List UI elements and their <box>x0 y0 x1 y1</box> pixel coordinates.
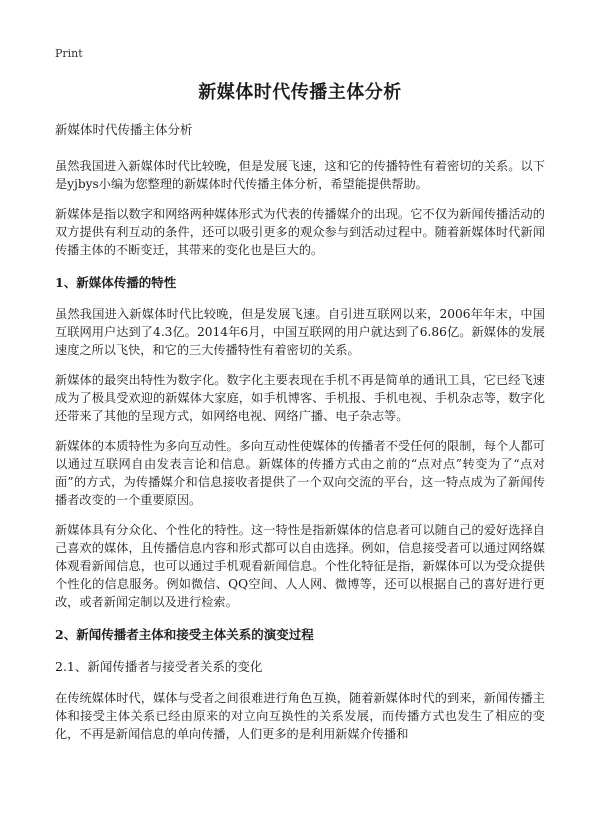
doc-subtitle: 新媒体时代传播主体分析 <box>55 122 193 137</box>
section-1-paragraph-1: 虽然我国进入新媒体时代比较晚，但是发展飞速。自引进互联网以来，2006年年末，中国互联网用户达到了4.3亿。2014年6月，中国互联网的用户就达到了6.86亿。新媒体的发展速度之所以飞快，和它的三大传播特性有着密切的关系。 <box>55 307 545 357</box>
section-2-paragraph-1: 在传统媒体时代，媒体与受者之间很难进行角色互换，随着新媒体时代的到来，新闻传播主体和接受主体关系已经由原来的对立向互换性的关系发展，而传播方式也发生了相应的变化，不再是新闻信息的单向传播，人们更多的是利用新媒介传播和 <box>55 691 545 741</box>
section-1-paragraph-2: 新媒体的最突出特性为数字化。数字化主要表现在手机不再是简单的通讯工具，它已经飞速成为了极具受欢迎的新媒体大家庭，如手机博客、手机报、手机电视、手机杂志等，数字化还带来了其他的呈现方式，如网络电视、网络广播、电子杂志等。 <box>55 373 545 423</box>
section-2-1-heading: 2.1、新闻传播者与接受者关系的变化 <box>55 659 263 674</box>
page-title: 新媒体时代传播主体分析 <box>198 82 402 103</box>
section-1-paragraph-3: 新媒体的本质特性为多向互动性。多向互动性使媒体的传播者不受任何的限制，每个人都可以通过互联网自由发表言论和信息。新媒体的传播方式由之前的“点对点”转变为了“点对面”的方式，为传播媒介和信息接收者提供了一个双向交流的平台，这一特点成为了新闻传播者改变的一个重要原因。 <box>55 439 545 507</box>
document-body <box>55 120 545 755</box>
section-1-paragraph-4: 新媒体具有分众化、个性化的特性。这一特性是指新媒体的信息者可以随自己的爱好选择自己喜欢的媒体，且传播信息内容和形式都可以自由选择。例如，信息接受者可以通过网络媒体观看新闻信息，也可以通过手机观看新闻信息。个性化特征是指，新媒体可以为受众提供个性化的信息服务。例如微信、QQ空间、人人网、微博等，还可以根据自己的喜好进行更改，或者新闻定制以及进行检索。 <box>55 523 545 609</box>
intro-paragraph-1: 虽然我国进入新媒体时代比较晚，但是发展飞速，这和它的传播特性有着密切的关系。以下是yjbys小编为您整理的新媒体时代传播主体分析，希望能提供帮助。 <box>55 159 545 191</box>
section-2-heading: 2、新闻传播者主体和接受主体关系的演变过程 <box>55 627 314 642</box>
intro-paragraph-2: 新媒体是指以数字和网络两种媒体形式为代表的传播媒介的出现。它不仅为新闻传播活动的双方提供有利互动的条件，还可以吸引更多的观众参与到活动过程中。随着新媒体时代新闻传播主体的不断变迁，其带来的变化也是巨大的。 <box>55 207 545 257</box>
print-label: Print <box>55 47 83 60</box>
section-1-heading: 1、新媒体传播的特性 <box>55 275 177 290</box>
